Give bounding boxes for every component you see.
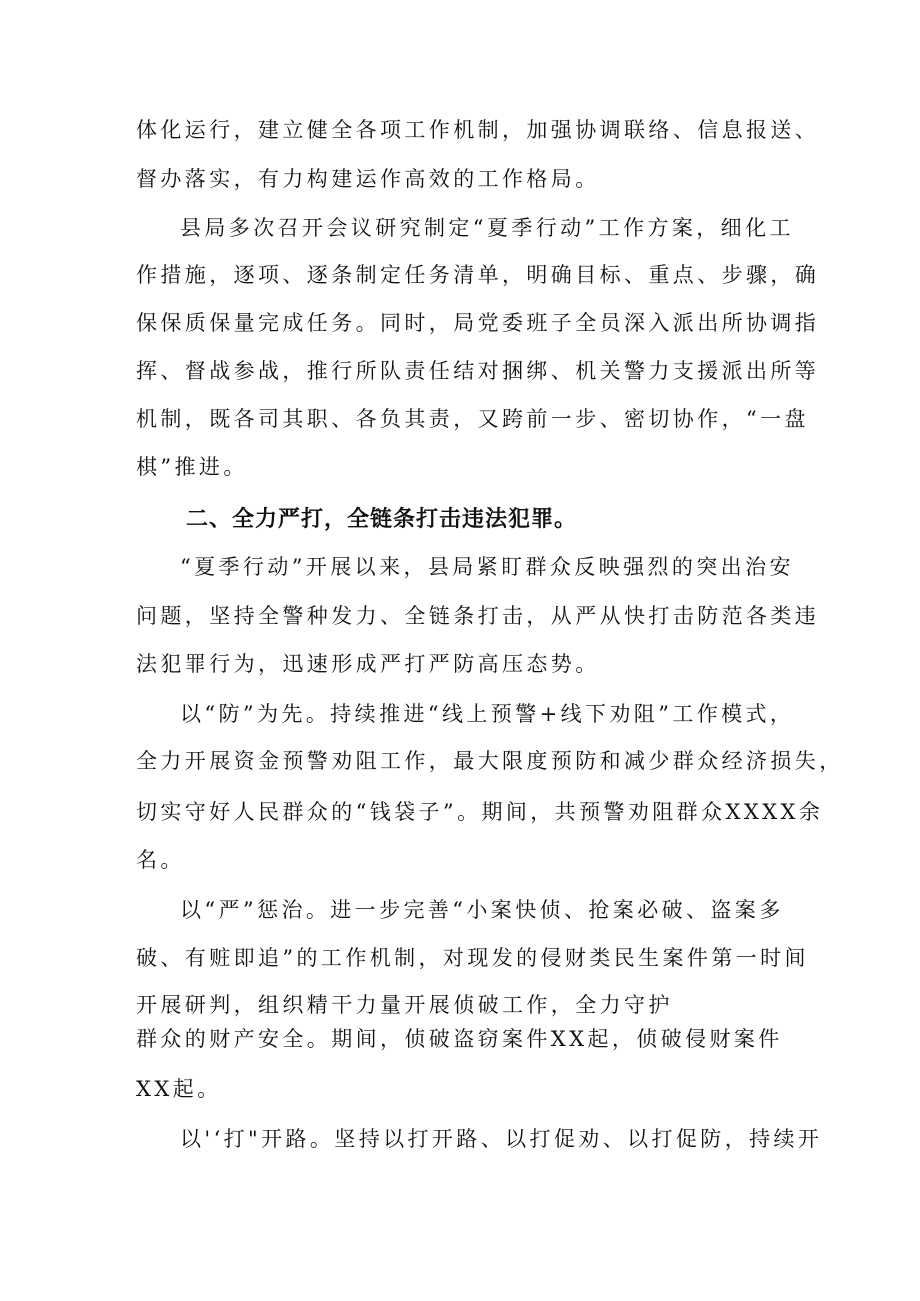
para3-line-1: 以“防”为先。持续推进“线上预警+线下劝阻”工作模式， (180, 702, 795, 726)
para1-line-1: 县局多次召开会议研究制定“夏季行动”工作方案，细化工 (180, 216, 794, 240)
para1-line-4: 挥、督战参战，推行所队责任结对捆绑、机关警力支援派出所等 (136, 359, 820, 383)
para2-line-2: 问题，坚持全警种发力、全链条打击，从严从快打击防范各类违 (136, 604, 820, 628)
para3-line-2: 全力开展资金预警劝阻工作，最大限度预防和减少群众经济损失， (136, 749, 844, 773)
para4-line-3: 开展研判，组织精干力量开展侦破工作，全力守护 (136, 993, 673, 1017)
para1-line-3: 保保质保量完成任务。同时，局党委班子全员深入派出所协调指 (136, 311, 820, 335)
para5-line-1: 以'‘打"开路。坚持以打开路、以打促劝、以打促防，持续开 (180, 1127, 823, 1151)
para3-line-4: 名。 (136, 848, 185, 872)
para1-line-6: 棋”推进。 (136, 455, 248, 479)
para4-line-1: 以“严”惩治。进一步完善“小案快侦、抢案必破、盗案多 (180, 898, 784, 922)
intro-line-1: 体化运行，建立健全各项工作机制，加强协调联络、信息报送、 (136, 118, 820, 142)
para1-line-5: 机制，既各司其职、各负其责，又跨前一步、密切协作，“一盘 (136, 407, 809, 431)
para2-line-3: 法犯罪行为，迅速形成严打严防高压态势。 (136, 652, 600, 676)
para3-line-3: 切实守好人民群众的“钱袋子”。期间，共预警劝阻群众XXXX余 (136, 800, 824, 824)
para4-line-4: 群众的财产安全。期间，侦破盗窃案件XX起，侦破侵财案件 (136, 1027, 783, 1051)
para4-line-5: XX起。 (136, 1077, 222, 1101)
para1-line-2: 作措施，逐项、逐条制定任务清单，明确目标、重点、步骤，确 (136, 263, 820, 287)
para2-line-1: “夏季行动”开展以来，县局紧盯群众反映强烈的突出治安 (180, 555, 794, 579)
intro-line-2: 督办落实，有力构建运作高效的工作格局。 (136, 167, 600, 191)
section-heading: 二、全力严打，全链条打击违法犯罪。 (186, 507, 578, 532)
para4-line-2: 破、有赃即追”的工作机制，对现发的侵财类民生案件第一时间 (136, 946, 809, 970)
